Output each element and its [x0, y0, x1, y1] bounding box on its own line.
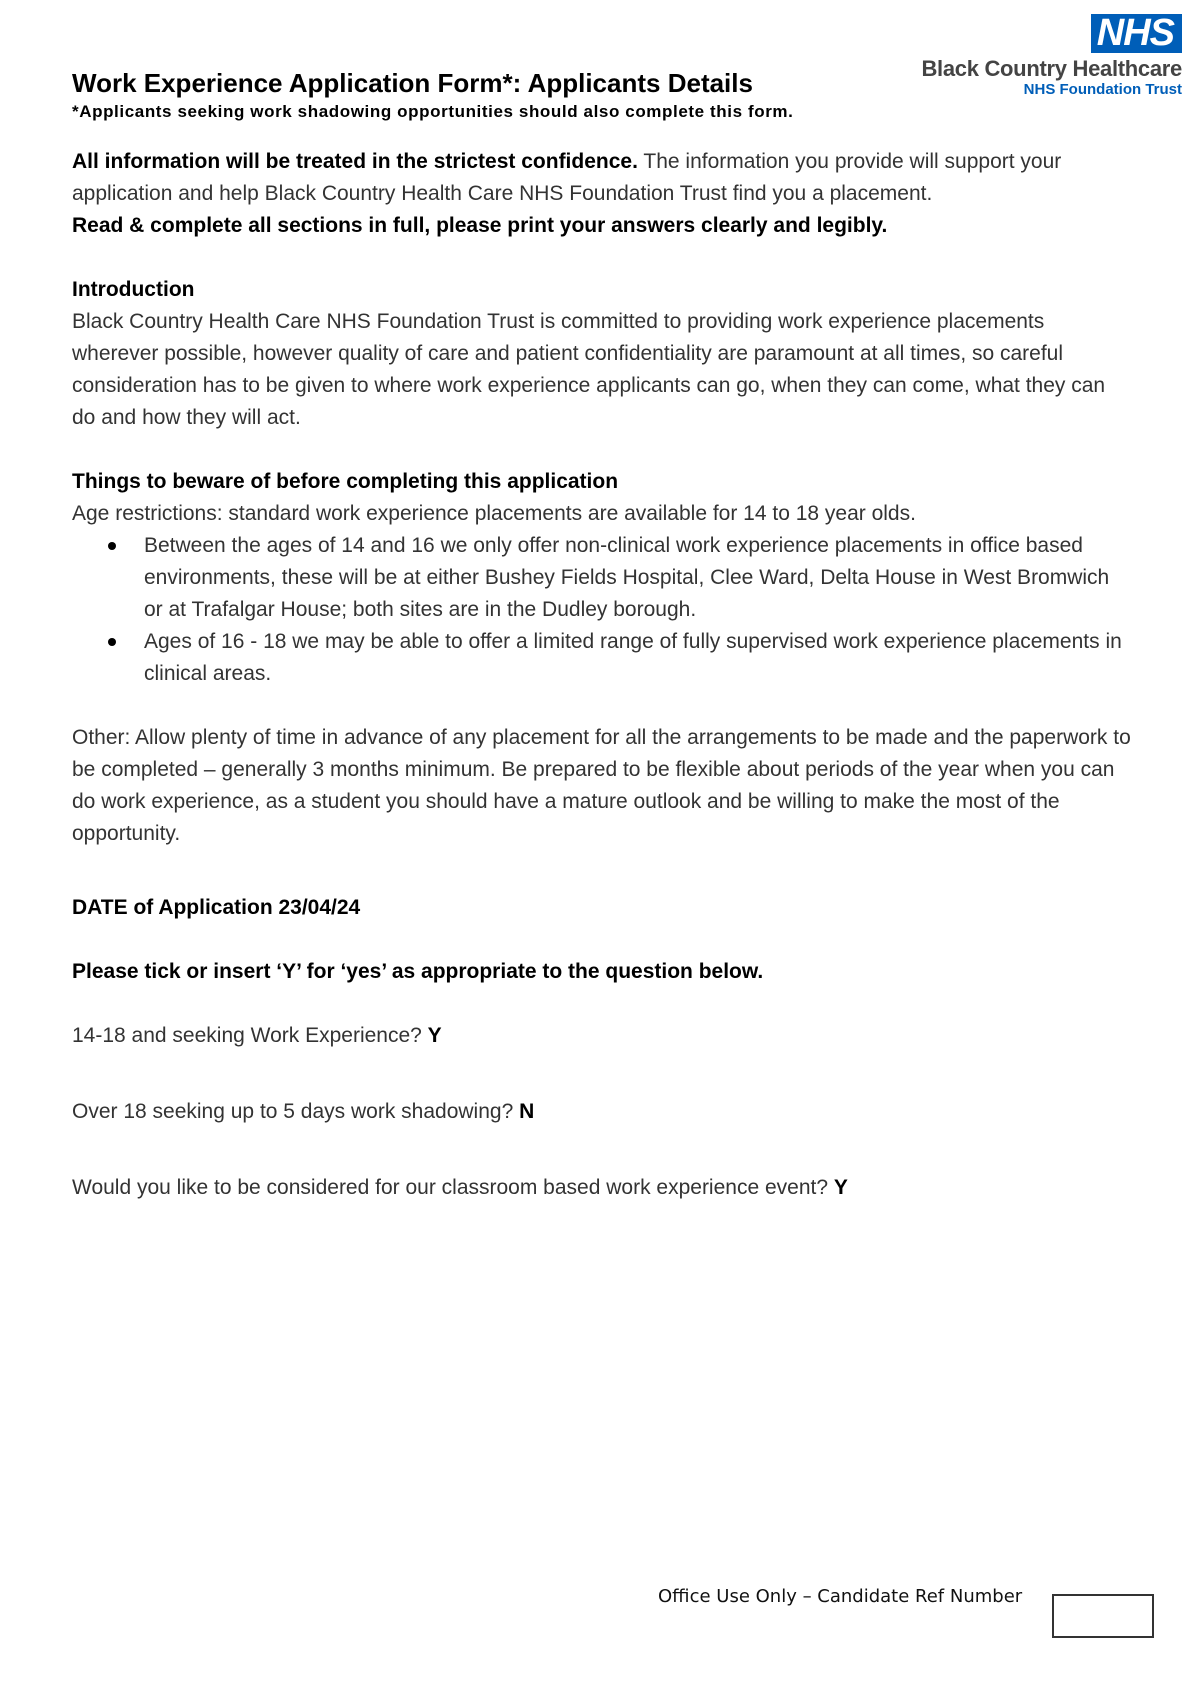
answer-field[interactable]: Y [427, 1024, 442, 1047]
question-work-experience [72, 1020, 1132, 1052]
age-restrictions-list [72, 530, 1132, 690]
list-item: Ages of 16 - 18 we may be able to offer a limited range of fully supervised work experience placements in clinical areas. [144, 626, 1132, 690]
list-item: Between the ages of 14 and 16 we only offer non-clinical work experience placements in office based environments, these will be at either Bushey Fields Hospital, Clee Ward, Delta House in West Bromwich or at Trafalgar House; both sites are in the Dudley borough. [144, 530, 1132, 626]
application-date [72, 892, 1132, 924]
org-subtitle: NHS Foundation Trust [1023, 81, 1182, 98]
question-work-shadowing [72, 1096, 1132, 1128]
office-use-label: Office Use Only – Candidate Ref Number [658, 1586, 1023, 1607]
other-text: Other: Allow plenty of time in advance of any placement for all the arrangements to be made and the paperwork to be completed – generally 3 months minimum. Be prepared to be flexible about periods of the year when you can do work experience, as a student you should have a mature outlook and be willing to make the most of the opportunity. [72, 726, 1131, 845]
date-label: DATE of Application [72, 896, 279, 919]
confidentiality-text: The information you provide will support your application and help Black Country Health Care NHS Foundation Trust find you a placement. [72, 150, 1062, 205]
confidentiality-paragraph [72, 146, 1132, 210]
page-subtitle: *Applicants seeking work shadowing opportunities should also complete this form. [72, 102, 794, 121]
answer-field[interactable]: N [519, 1100, 535, 1123]
date-value[interactable]: 23/04/24 [278, 896, 361, 919]
question-text: Would you like to be considered for our classroom based work experience event? [72, 1176, 834, 1199]
nhs-badge: NHS [1091, 14, 1182, 53]
beware-heading: Things to beware of before completing this application [72, 470, 619, 493]
age-restrictions-text: Age restrictions: standard work experience placements are available for 14 to 18 year olds. [72, 502, 916, 525]
introduction-heading: Introduction [72, 278, 195, 301]
form-content [72, 66, 1132, 1204]
question-instruction: Please tick or insert ‘Y’ for ‘yes’ as appropriate to the question below. [72, 960, 764, 983]
completion-instruction: Read & complete all sections in full, please print your answers clearly and legibly. [72, 214, 888, 237]
question-text: Over 18 seeking up to 5 days work shadowing? [72, 1100, 520, 1123]
page-title: Work Experience Application Form*: Applicants Details [72, 68, 753, 98]
answer-field[interactable]: Y [833, 1176, 848, 1199]
confidentiality-bold: All information will be treated in the strictest confidence. [72, 150, 638, 173]
question-text: 14-18 and seeking Work Experience? [72, 1024, 428, 1047]
question-classroom-event [72, 1172, 1132, 1204]
org-name: Black Country Healthcare [921, 56, 1182, 81]
candidate-ref-box[interactable] [1052, 1594, 1154, 1638]
introduction-text: Black Country Health Care NHS Foundation Trust is committed to providing work experience placements wherever possible, however quality of care and patient confidentiality are paramount at all times, so careful consideration has to be given to where work experience applicants can go, when they can come, what they can do and how they will act. [72, 310, 1106, 429]
